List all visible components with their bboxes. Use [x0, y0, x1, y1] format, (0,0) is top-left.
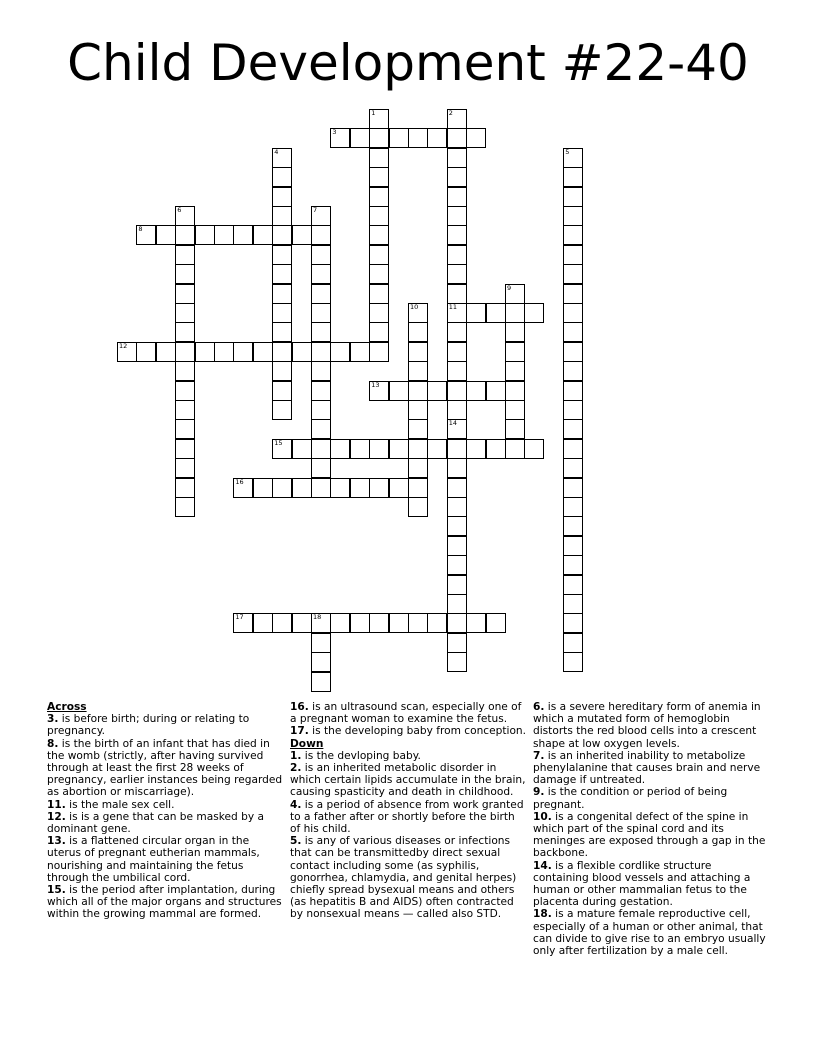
grid-cell[interactable] [408, 128, 428, 148]
clue-item [47, 811, 283, 835]
grid-cell[interactable] [486, 381, 506, 401]
clue-column-2 [290, 701, 526, 921]
grid-cell[interactable] [214, 225, 234, 245]
grid-cell[interactable] [447, 478, 467, 498]
clue-text: is a flexible cordlike structure containing blood vessels and attaching a human or other mammalian fetus to the placenta during gestation. [533, 859, 751, 909]
grid-cell[interactable] [447, 594, 467, 614]
grid-cell[interactable] [563, 594, 583, 614]
grid-cell[interactable] [408, 419, 428, 439]
grid-cell[interactable] [408, 613, 428, 633]
grid-cell[interactable] [311, 381, 331, 401]
grid-cell[interactable] [563, 478, 583, 498]
clue-item [290, 835, 526, 920]
grid-cell[interactable] [486, 439, 506, 459]
grid-cell[interactable] [272, 264, 292, 284]
grid-cell[interactable] [175, 245, 195, 265]
grid-cell[interactable] [330, 342, 350, 362]
clue-number: 18. [533, 908, 552, 921]
grid-cell[interactable] [408, 381, 428, 401]
grid-cell[interactable] [466, 439, 486, 459]
grid-cell[interactable] [408, 458, 428, 478]
grid-cell[interactable] [272, 342, 292, 362]
grid-cell[interactable] [369, 128, 389, 148]
grid-cell[interactable] [272, 361, 292, 381]
grid-cell[interactable] [330, 613, 350, 633]
grid-cell[interactable] [311, 478, 331, 498]
cell-number: 6 [177, 206, 182, 214]
grid-cell[interactable] [563, 303, 583, 323]
grid-cell[interactable] [563, 167, 583, 187]
grid-cell[interactable] [447, 458, 467, 478]
grid-cell[interactable] [505, 361, 525, 381]
grid-cell[interactable] [447, 128, 467, 148]
grid-cell[interactable] [447, 264, 467, 284]
grid-cell[interactable] [253, 478, 273, 498]
grid-cell[interactable] [486, 303, 506, 323]
grid-cell[interactable] [311, 652, 331, 672]
cell-number: 18 [313, 613, 322, 622]
clue-text: is a flattened circular organ in the uterus of pregnant eutherian mammals, nourishing and maintaining the fetus through the umbilical cord. [47, 835, 260, 884]
clue-number: 12. [47, 810, 66, 823]
grid-cell[interactable] [175, 419, 195, 439]
grid-cell[interactable] [156, 342, 176, 362]
grid-cell[interactable] [369, 322, 389, 342]
grid-cell[interactable] [563, 400, 583, 420]
grid-cell[interactable] [447, 381, 467, 401]
grid-cell[interactable] [311, 672, 331, 692]
grid-cell[interactable] [292, 342, 312, 362]
grid-cell[interactable] [253, 613, 273, 633]
grid-cell[interactable] [486, 613, 506, 633]
grid-cell[interactable] [175, 322, 195, 342]
grid-cell[interactable] [389, 478, 409, 498]
clue-text: is the devloping baby. [304, 749, 421, 762]
grid-cell[interactable] [195, 225, 215, 245]
clue-text: is a congenital defect of the spine in which part of the spinal cord and its meninges are exposed through a gap in the backbone. [533, 810, 766, 860]
clue-item [290, 799, 526, 836]
clue-item [290, 762, 526, 799]
grid-cell[interactable] [369, 245, 389, 265]
grid-cell[interactable] [292, 439, 312, 459]
grid-cell[interactable] [563, 206, 583, 226]
grid-cell[interactable] [369, 264, 389, 284]
clue-item [47, 713, 283, 737]
clue-item [533, 786, 769, 810]
grid-cell[interactable] [330, 478, 350, 498]
grid-cell[interactable] [175, 342, 195, 362]
grid-cell[interactable] [563, 419, 583, 439]
grid-cell[interactable] [408, 497, 428, 517]
grid-cell[interactable] [175, 381, 195, 401]
grid-cell[interactable] [350, 439, 370, 459]
clue-text: is an inherited metabolic disorder in which certain lipids accumulate in the brain, causing spasticity and death in childhood. [290, 762, 526, 799]
grid-cell[interactable] [175, 439, 195, 459]
grid-cell[interactable] [272, 187, 292, 207]
cell-number: 12 [119, 341, 128, 350]
clue-text: is the condition or period of being pregnant. [533, 786, 728, 811]
grid-cell[interactable] [505, 342, 525, 362]
clue-item [47, 835, 283, 884]
grid-cell[interactable] [563, 536, 583, 556]
clue-text: is a mature female reproductive cell, especially of a human or other animal, that can divide to give rise to an embryo usually only after fertilization by a male cell. [533, 908, 766, 958]
grid-cell[interactable] [427, 613, 447, 633]
grid-cell[interactable] [369, 303, 389, 323]
grid-cell[interactable] [272, 381, 292, 401]
grid-cell[interactable] [466, 381, 486, 401]
grid-cell[interactable] [311, 284, 331, 304]
grid-cell[interactable] [311, 264, 331, 284]
grid-cell[interactable] [466, 128, 486, 148]
grid-cell[interactable] [136, 342, 156, 362]
grid-cell[interactable] [369, 206, 389, 226]
grid-cell[interactable] [563, 361, 583, 381]
grid-cell[interactable] [272, 478, 292, 498]
grid-cell[interactable] [505, 400, 525, 420]
grid-cell[interactable] [292, 225, 312, 245]
grid-cell[interactable] [272, 613, 292, 633]
grid-cell[interactable] [505, 439, 525, 459]
clue-number: 3. [47, 713, 59, 726]
grid-cell[interactable] [175, 264, 195, 284]
grid-cell[interactable] [369, 167, 389, 187]
grid-cell[interactable] [505, 303, 525, 323]
clue-number: 11. [47, 798, 66, 811]
clue-text: is the developing baby from conception. [312, 725, 527, 738]
grid-cell[interactable] [408, 322, 428, 342]
clue-item [533, 860, 769, 909]
clue-number: 17. [290, 725, 309, 738]
grid-cell[interactable] [350, 478, 370, 498]
grid-cell[interactable] [311, 303, 331, 323]
grid-cell[interactable] [311, 439, 331, 459]
grid-cell[interactable] [427, 439, 447, 459]
clue-text: is a period of absence from work granted to a father after or shortly before the birth of his child. [290, 798, 524, 836]
grid-cell[interactable] [563, 225, 583, 245]
grid-cell[interactable] [447, 225, 467, 245]
grid-cell[interactable] [408, 439, 428, 459]
grid-cell[interactable] [563, 284, 583, 304]
clue-text: is the male sex cell. [69, 798, 175, 811]
grid-cell[interactable] [563, 245, 583, 265]
grid-cell[interactable] [175, 284, 195, 304]
grid-cell[interactable] [311, 633, 331, 653]
grid-cell[interactable] [389, 128, 409, 148]
grid-cell[interactable] [272, 167, 292, 187]
grid-cell[interactable] [369, 478, 389, 498]
grid-cell[interactable] [311, 419, 331, 439]
grid-cell[interactable] [427, 128, 447, 148]
clue-text: is a severe hereditary form of anemia in which a mutated form of hemoglobin distorts the red blood cells into a crescent shape at low oxygen levels. [533, 701, 761, 750]
across-heading: Across [47, 701, 87, 713]
grid-cell[interactable] [447, 322, 467, 342]
grid-cell[interactable] [447, 342, 467, 362]
clue-number: 4. [290, 798, 302, 811]
grid-cell[interactable] [330, 439, 350, 459]
cell-number: 9 [507, 283, 512, 292]
grid-cell[interactable] [563, 322, 583, 342]
grid-cell[interactable] [524, 439, 544, 459]
grid-cell[interactable] [175, 497, 195, 517]
grid-cell[interactable] [466, 613, 486, 633]
grid-cell[interactable] [447, 361, 467, 381]
grid-cell[interactable] [175, 225, 195, 245]
clue-text: is before birth; during or relating to pregnancy. [47, 713, 250, 738]
clue-number: 1. [290, 749, 302, 762]
grid-cell[interactable] [524, 303, 544, 323]
clue-text: is an inherited inability to metabolize phenylalanine that causes brain and nerve damage if untreated. [533, 749, 761, 787]
grid-cell[interactable] [505, 381, 525, 401]
grid-cell[interactable] [175, 361, 195, 381]
grid-cell[interactable] [447, 167, 467, 187]
grid-cell[interactable] [408, 400, 428, 420]
grid-cell[interactable] [408, 478, 428, 498]
grid-cell[interactable] [563, 497, 583, 517]
grid-cell[interactable] [563, 516, 583, 536]
cell-number: 1 [371, 109, 376, 117]
puzzle-title: Child Development #22-40 [67, 34, 749, 92]
grid-cell[interactable] [195, 342, 215, 362]
grid-cell[interactable] [369, 148, 389, 168]
cell-number: 11 [448, 303, 458, 311]
clue-number: 8. [47, 737, 59, 750]
clue-item [47, 799, 283, 811]
grid-cell[interactable] [350, 128, 370, 148]
clue-text: is the period after implantation, during which all of the major organs and structures within the growing mammal are formed. [47, 884, 282, 921]
grid-cell[interactable] [311, 322, 331, 342]
grid-cell[interactable] [563, 613, 583, 633]
grid-cell[interactable] [214, 342, 234, 362]
grid-cell[interactable] [563, 652, 583, 672]
grid-cell[interactable] [311, 225, 331, 245]
grid-cell[interactable] [311, 458, 331, 478]
grid-cell[interactable] [369, 439, 389, 459]
grid-cell[interactable] [233, 225, 253, 245]
clue-item [533, 701, 769, 750]
grid-cell[interactable] [427, 381, 447, 401]
clue-item [533, 811, 769, 860]
grid-cell[interactable] [156, 225, 176, 245]
clue-number: 14. [533, 859, 552, 872]
down-heading: Down [290, 737, 324, 750]
grid-cell[interactable] [233, 342, 253, 362]
grid-cell[interactable] [563, 264, 583, 284]
grid-cell[interactable] [408, 342, 428, 362]
clue-item [533, 750, 769, 787]
clue-number: 6. [533, 701, 545, 713]
grid-cell[interactable] [272, 225, 292, 245]
clue-text: is is a gene that can be masked by a dominant gene. [47, 810, 264, 836]
grid-cell[interactable] [447, 652, 467, 672]
grid-cell[interactable] [447, 400, 467, 420]
grid-cell[interactable] [350, 613, 370, 633]
clue-number: 7. [533, 749, 545, 762]
cell-number: 3 [332, 128, 337, 137]
grid-cell[interactable] [447, 206, 467, 226]
cell-number: 16 [235, 477, 244, 486]
grid-cell[interactable] [447, 633, 467, 653]
cell-number: 7 [313, 206, 318, 214]
cell-number: 14 [448, 419, 458, 428]
grid-cell[interactable] [466, 303, 486, 323]
grid-cell[interactable] [563, 381, 583, 401]
grid-cell[interactable] [311, 342, 331, 362]
grid-cell[interactable] [447, 555, 467, 575]
grid-cell[interactable] [272, 400, 292, 420]
clue-number: 16. [290, 701, 309, 713]
grid-cell[interactable] [253, 225, 273, 245]
clue-column-3 [533, 701, 769, 957]
cell-number: 13 [371, 380, 380, 389]
grid-cell[interactable] [563, 633, 583, 653]
grid-cell[interactable] [447, 187, 467, 207]
grid-cell[interactable] [505, 322, 525, 342]
grid-cell[interactable] [563, 187, 583, 207]
grid-cell[interactable] [563, 555, 583, 575]
grid-cell[interactable] [272, 284, 292, 304]
grid-cell[interactable] [563, 342, 583, 362]
clue-item [290, 750, 526, 762]
grid-cell[interactable] [311, 245, 331, 265]
clue-number: 15. [47, 884, 66, 897]
grid-cell[interactable] [350, 342, 370, 362]
grid-cell[interactable] [505, 419, 525, 439]
grid-cell[interactable] [272, 303, 292, 323]
grid-cell[interactable] [447, 245, 467, 265]
clue-text: is the birth of an infant that has died in the womb (strictly, after having survived through at least the first 28 weeks of pregnancy, earlier instances being regarded as abortion or miscarriage). [47, 737, 283, 799]
cell-number: 15 [274, 438, 283, 447]
grid-cell[interactable] [292, 613, 312, 633]
grid-cell[interactable] [447, 575, 467, 595]
grid-cell[interactable] [389, 381, 409, 401]
grid-cell[interactable] [447, 439, 467, 459]
grid-cell[interactable] [175, 400, 195, 420]
grid-cell[interactable] [563, 575, 583, 595]
grid-cell[interactable] [563, 458, 583, 478]
grid-cell[interactable] [389, 613, 409, 633]
grid-cell[interactable] [369, 187, 389, 207]
grid-cell[interactable] [272, 245, 292, 265]
cell-number: 4 [274, 147, 279, 156]
clue-number: 2. [290, 762, 302, 775]
clue-item [47, 738, 283, 799]
clue-number: 5. [290, 835, 302, 848]
grid-cell[interactable] [369, 284, 389, 304]
grid-cell[interactable] [408, 361, 428, 381]
cell-number: 17 [235, 613, 244, 622]
cell-number: 5 [565, 147, 570, 156]
grid-cell[interactable] [447, 613, 467, 633]
grid-cell[interactable] [272, 206, 292, 226]
grid-cell[interactable] [447, 284, 467, 304]
grid-cell[interactable] [447, 497, 467, 517]
clue-number: 13. [47, 835, 66, 848]
cell-number: 10 [410, 303, 419, 311]
clue-column-1 [47, 701, 283, 921]
grid-cell[interactable] [389, 439, 409, 459]
clue-item [290, 725, 526, 737]
grid-cell[interactable] [175, 303, 195, 323]
grid-cell[interactable] [563, 439, 583, 459]
grid-cell[interactable] [369, 225, 389, 245]
clue-item [47, 884, 283, 921]
cell-number: 8 [138, 225, 143, 234]
grid-cell[interactable] [175, 458, 195, 478]
grid-cell[interactable] [447, 516, 467, 536]
grid-cell[interactable] [253, 342, 273, 362]
grid-cell[interactable] [369, 342, 389, 362]
clue-text: is an ultrasound scan, especially one of a pregnant woman to examine the fetus. [290, 701, 522, 726]
grid-cell[interactable] [447, 148, 467, 168]
grid-cell[interactable] [272, 322, 292, 342]
grid-cell[interactable] [292, 478, 312, 498]
clue-text: is any of various diseases or infections that can be transmittedby direct sexual contact including some (as syphilis, gonorrhea, chlamydia, and genital herpes) chiefly spread bysexual means and others (as hepatitis B and AIDS) often contracted by nonsexual means — called also STD. [290, 835, 517, 921]
clue-number: 10. [533, 810, 552, 823]
grid-cell[interactable] [311, 361, 331, 381]
clue-item [290, 701, 526, 725]
clue-number: 9. [533, 786, 545, 799]
grid-cell[interactable] [369, 613, 389, 633]
cell-number: 2 [448, 109, 453, 117]
grid-cell[interactable] [175, 478, 195, 498]
clue-item [533, 908, 769, 957]
grid-cell[interactable] [447, 536, 467, 556]
grid-cell[interactable] [311, 400, 331, 420]
